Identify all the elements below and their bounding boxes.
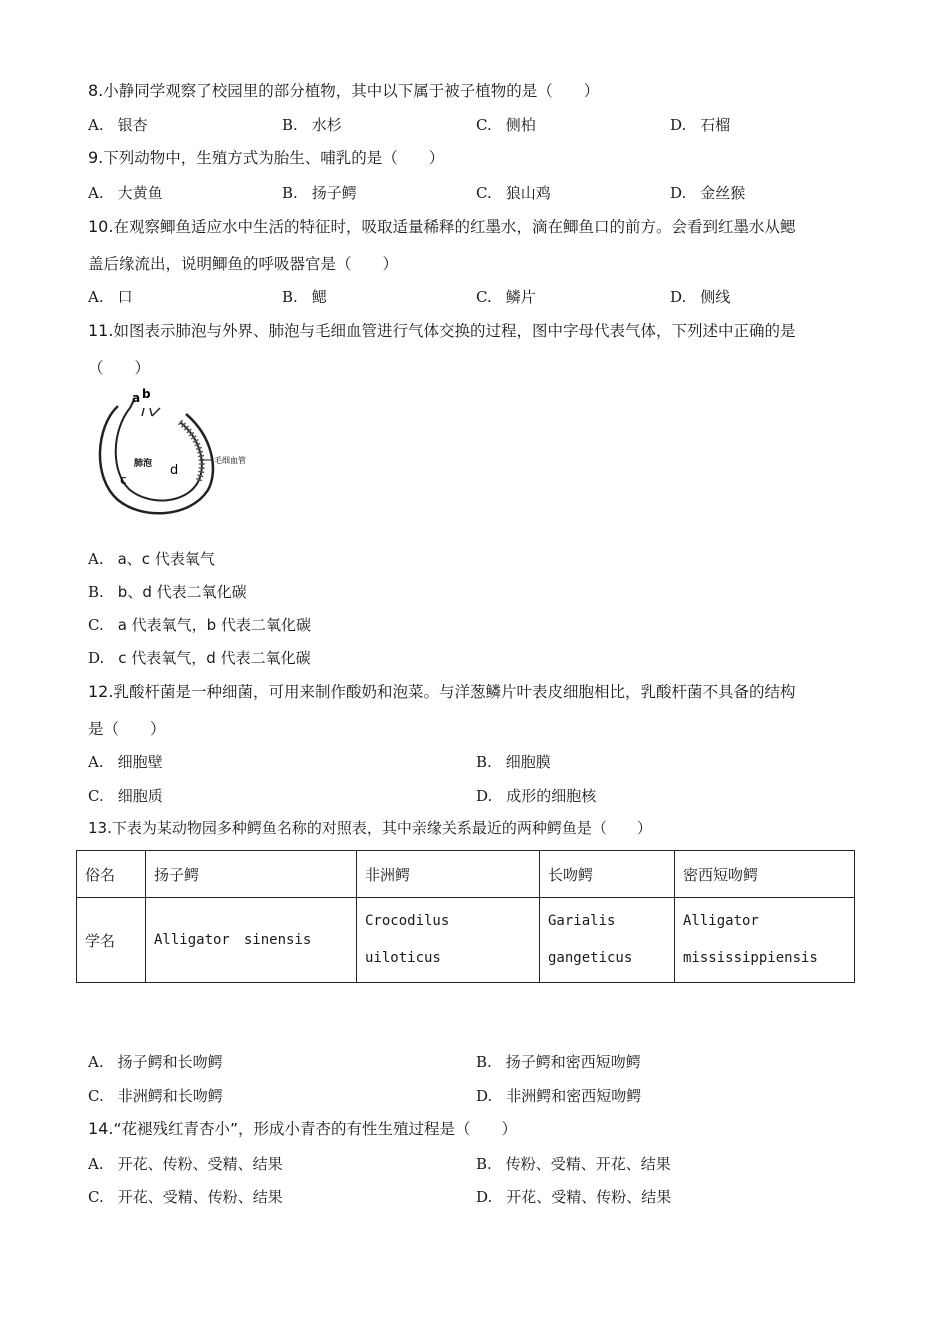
question-text: 如图表示肺泡与外界、肺泡与毛细血管进行气体交换的过程，图中字母代表气体，下列述中正确的是	[113, 322, 796, 340]
question-number: 14.	[88, 1119, 114, 1138]
table-cell: 学名	[77, 898, 146, 983]
question-text: 小静同学观察了校园里的部分植物，其中以下属于被子植物的是（ ）	[103, 82, 600, 100]
table-cell: 密西短吻鳄	[675, 851, 855, 898]
q8-option-b[interactable]	[282, 115, 342, 135]
table-cell: 长吻鳄	[540, 851, 675, 898]
option-letter: A.	[88, 1053, 104, 1071]
option-text: 扬子鳄	[311, 184, 357, 202]
option-letter: B.	[282, 116, 298, 134]
question-13-stem	[88, 818, 652, 838]
sci-name-line: Garialis	[548, 913, 616, 929]
option-letter: A.	[88, 1155, 104, 1173]
capillary-hatching	[180, 422, 202, 482]
alveolus-diagram-svg	[90, 386, 270, 526]
option-letter: B.	[476, 1053, 492, 1071]
table-cell	[357, 898, 540, 983]
option-text: 扬子鳄和长吻鳄	[117, 1053, 223, 1071]
option-letter: D.	[670, 184, 687, 202]
option-letter: B.	[282, 184, 298, 202]
question-11-stem	[88, 321, 795, 341]
option-text: 细胞膜	[505, 753, 551, 771]
q13-option-b[interactable]	[476, 1052, 641, 1072]
option-text: 非洲鳄和密西短吻鳄	[506, 1087, 642, 1105]
option-text: 鳃	[311, 288, 327, 306]
option-letter: C.	[88, 1188, 104, 1206]
question-number: 10.	[88, 217, 114, 236]
option-text: 细胞质	[117, 787, 163, 805]
option-letter: C.	[476, 288, 492, 306]
q10-option-d[interactable]	[670, 287, 730, 307]
question-9-stem	[88, 148, 444, 168]
label-a: a	[132, 391, 141, 405]
q11-option-a[interactable]	[88, 549, 215, 569]
option-text: 银杏	[117, 116, 148, 134]
option-letter: C.	[88, 616, 104, 634]
option-text: 大黄鱼	[117, 184, 163, 202]
option-letter: A.	[88, 288, 104, 306]
question-number: 13.	[88, 819, 112, 837]
option-text: 开花、受精、传粉、结果	[117, 1188, 283, 1206]
crocodile-name-table	[76, 850, 855, 983]
q13-option-c[interactable]	[88, 1086, 223, 1106]
q14-option-c[interactable]	[88, 1187, 283, 1207]
option-letter: D.	[670, 116, 687, 134]
question-14-stem	[88, 1119, 517, 1139]
question-number: 8.	[88, 81, 104, 100]
q11-option-c[interactable]	[88, 615, 311, 635]
question-12-stem-line2	[88, 719, 166, 739]
label-alveolus: 肺泡	[134, 459, 153, 469]
option-letter: C.	[88, 1087, 104, 1105]
option-text: 传粉、受精、开花、结果	[505, 1155, 671, 1173]
option-text: 水杉	[311, 116, 342, 134]
q14-option-b[interactable]	[476, 1154, 671, 1174]
question-10-stem-line2	[88, 254, 398, 274]
sci-name-line: mississippiensis	[683, 950, 818, 966]
q9-option-b[interactable]	[282, 183, 357, 203]
question-text: 下表为某动物园多种鳄鱼名称的对照表，其中亲缘关系最近的两种鳄鱼是（ ）	[111, 819, 652, 837]
question-number: 12.	[88, 682, 114, 701]
q12-option-d[interactable]	[476, 786, 596, 806]
question-text: 下列动物中，生殖方式为胎生、哺乳的是（ ）	[103, 149, 445, 167]
option-text: 口	[117, 288, 133, 306]
option-letter: C.	[476, 116, 492, 134]
q14-option-d[interactable]	[476, 1187, 671, 1207]
arrow-a	[142, 408, 144, 416]
question-text: 在观察鲫鱼适应水中生活的特征时，吸取适量稀释的红墨水，滴在鲫鱼口的前方。会看到红墨水从鳃	[113, 218, 796, 236]
q9-option-d[interactable]	[670, 183, 745, 203]
option-letter: C.	[476, 184, 492, 202]
option-text: a、c 代表氧气	[117, 550, 215, 568]
option-text: 鳞片	[505, 288, 536, 306]
option-letter: B.	[88, 583, 104, 601]
table-row	[77, 898, 855, 983]
option-letter: A.	[88, 753, 104, 771]
option-letter: D.	[476, 1087, 493, 1105]
question-text: 乳酸杆菌是一种细菌，可用来制作酸奶和泡菜。与洋葱鳞片叶表皮细胞相比，乳酸杆菌不具备的结构	[113, 683, 796, 701]
sci-name-line: gangeticus	[548, 950, 633, 966]
q13-option-a[interactable]	[88, 1052, 223, 1072]
q13-option-d[interactable]	[476, 1086, 641, 1106]
option-letter: A.	[88, 550, 104, 568]
question-number: 11.	[88, 321, 114, 340]
airway-right	[152, 408, 160, 416]
option-letter: D.	[476, 787, 493, 805]
q9-option-c[interactable]	[476, 183, 551, 203]
option-text: 开花、传粉、受精、结果	[117, 1155, 283, 1173]
option-text: 侧线	[700, 288, 731, 306]
option-text: b、d 代表二氧化碳	[117, 583, 247, 601]
option-text: c 代表氧气，d 代表二氧化碳	[118, 649, 311, 667]
option-letter: D.	[476, 1188, 493, 1206]
q12-option-c[interactable]	[88, 786, 163, 806]
question-text: 盖后缘流出，说明鲫鱼的呼吸器官是（ ）	[88, 255, 399, 273]
option-text: 成形的细胞核	[506, 787, 597, 805]
option-text: 金丝猴	[700, 184, 746, 202]
alveolus-wall	[116, 408, 202, 500]
option-text: 侧柏	[505, 116, 536, 134]
option-letter: C.	[88, 787, 104, 805]
q12-option-b[interactable]	[476, 752, 551, 772]
option-letter: B.	[476, 1155, 492, 1173]
q10-option-a[interactable]	[88, 287, 133, 307]
label-d: d	[170, 463, 179, 478]
table-cell: 扬子鳄	[146, 851, 357, 898]
option-text: 开花、受精、传粉、结果	[506, 1188, 672, 1206]
question-text: “花褪残红青杏小”，形成小青杏的有性生殖过程是（ ）	[113, 1120, 518, 1138]
option-text: 狼山鸡	[505, 184, 551, 202]
option-text: 非洲鳄和长吻鳄	[117, 1087, 223, 1105]
option-text: 细胞壁	[117, 753, 163, 771]
sci-name-line: uiloticus	[365, 950, 441, 966]
question-number: 9.	[88, 148, 104, 167]
option-letter: B.	[282, 288, 298, 306]
q8-option-d[interactable]	[670, 115, 730, 135]
question-text: （ ）	[88, 359, 151, 377]
option-text: a 代表氧气，b 代表二氧化碳	[117, 616, 311, 634]
question-11-stem-line2	[88, 358, 150, 378]
table-row	[77, 851, 855, 898]
question-10-stem	[88, 217, 795, 237]
option-text: 扬子鳄和密西短吻鳄	[505, 1053, 641, 1071]
table-cell: Alligator sinensis	[146, 898, 357, 983]
option-letter: B.	[476, 753, 492, 771]
table-cell	[540, 898, 675, 983]
q8-option-c[interactable]	[476, 115, 536, 135]
q14-option-a[interactable]	[88, 1154, 283, 1174]
q12-option-a[interactable]	[88, 752, 163, 772]
option-letter: A.	[88, 116, 104, 134]
q8-option-a[interactable]	[88, 115, 148, 135]
q9-option-a[interactable]	[88, 183, 163, 203]
option-text: 石榴	[700, 116, 731, 134]
option-letter: D.	[88, 649, 105, 667]
table-cell	[675, 898, 855, 983]
q10-option-b[interactable]	[282, 287, 327, 307]
table-cell: 非洲鳄	[357, 851, 540, 898]
option-letter: A.	[88, 184, 104, 202]
alveolus-diagram	[90, 386, 270, 526]
label-b: b	[142, 387, 151, 401]
option-letter: D.	[670, 288, 687, 306]
sci-name-line: Crocodilus	[365, 913, 450, 929]
label-capillary: 毛细血管	[214, 456, 246, 465]
q10-option-c[interactable]	[476, 287, 536, 307]
question-12-stem	[88, 682, 795, 702]
question-8-stem	[88, 81, 599, 101]
q11-option-b[interactable]	[88, 582, 247, 602]
question-text: 是（ ）	[88, 720, 166, 738]
table-cell: 俗名	[77, 851, 146, 898]
arrow-b	[150, 408, 152, 416]
label-c: c	[120, 473, 127, 487]
sci-name-line: Alligator	[683, 913, 759, 929]
q11-option-d[interactable]	[88, 648, 311, 668]
